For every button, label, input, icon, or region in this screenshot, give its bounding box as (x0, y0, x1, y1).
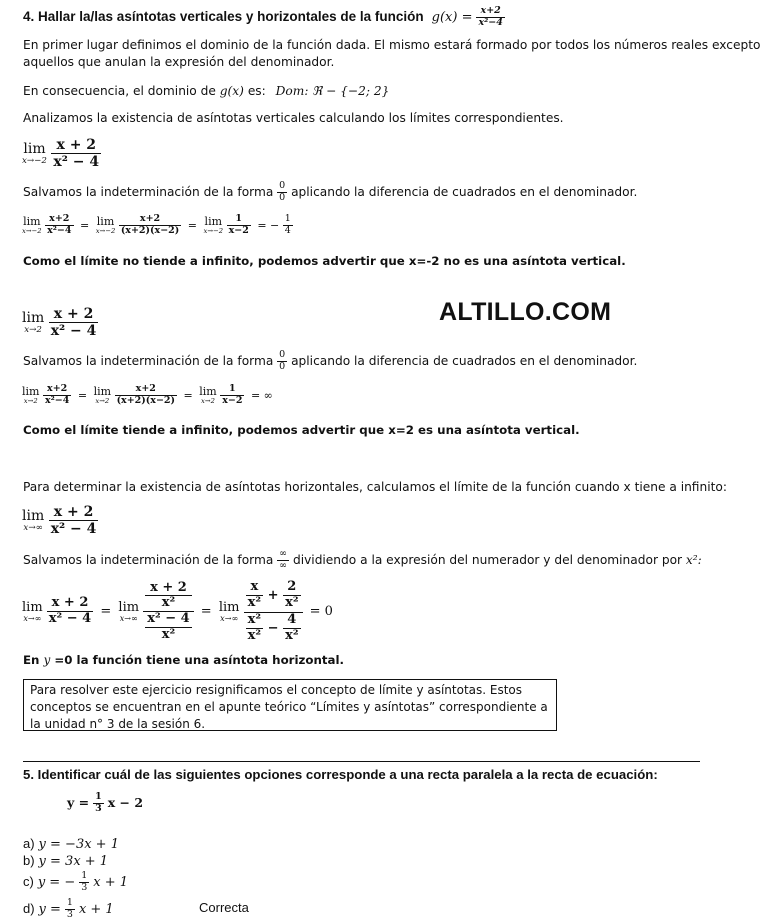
function-fraction (476, 6, 504, 29)
conclusion-x-minus2: Como el límite no tiende a infinito, podemos advertir que x=-2 no es una asíntota vertical. (23, 254, 626, 268)
function-name: g(x) = (431, 9, 473, 25)
limit-x-to-infinity: lim x→∞ $\frac{x + 2}{\text{x² − 4}}$ (22, 504, 97, 538)
fraction-numerator: x+2 (480, 5, 501, 16)
limit-x-to-minus2 (22, 137, 101, 170)
domain-function: g(x) (219, 84, 244, 98)
question-5-heading: 5. Identificar cuál de las siguientes opciones corresponde a una recta paralela a la recta de ecuación: (23, 767, 658, 782)
section-divider (23, 761, 700, 762)
watermark-logo: ALTILLO.COM (439, 298, 612, 326)
indeterminacy-note-2: Salvamos la indeterminación de la forma $\frac{0}{0}$ aplicando la diferencia de cuadrados en el denominador. (23, 349, 638, 372)
conclusion-x-2: Como el límite tiende a infinito, podemos advertir que x=2 es una asíntota vertical. (23, 423, 580, 437)
limit-fraction: $\frac{x + 2}{\text{x² − 4}}$ (53, 137, 100, 171)
indeterminacy-note-3: Salvamos la indeterminación de la forma $\frac{\infty}{\infty}$ dividiendo a la expresión del numerador y del denominador por x²: (23, 548, 702, 571)
domain-set: Dom: ℜ − {−2; 2} (275, 84, 390, 98)
conclusion-horizontal: En y =0 la función tiene una asíntota horizontal. (23, 653, 345, 667)
indeterminacy-note-1: Salvamos la indeterminación de la forma $\frac{0}{0}$ aplicando la diferencia de cuadrados en el denominador. (23, 180, 638, 203)
compound-fraction-1: x + 2 x² x² − 4 x² (143, 581, 193, 644)
fraction-denominator: x²−4 (478, 16, 503, 28)
option-c[interactable]: c) y = − $\frac{1}{3}$ x + 1 (23, 870, 129, 893)
limit-chain-2: lim x→2 $\frac{x+2}{\text{x²−4}}$ = lim x→2 $\frac{x+2}{(x+2)(x-2)}$ = lim x→2 $\frac{1}{x-2}$ = ∞ (22, 383, 273, 406)
lim-operator: lim x→−2 (22, 140, 47, 166)
domain-es: es: (247, 84, 266, 98)
limit-chain-infinity: lim x→∞ $\frac{x + 2}{\text{x² − 4}}$ = lim x→∞ x + 2 x² x² − 4 x² = lim x→∞ $\frac{x}{\text{x²}}$ + $\frac{2}{\text{x²}}$ $\frac{\text{x²}}{\text{x²}}$ − $\frac{4}{\text{x²}}$ = 0 (22, 579, 333, 643)
paragraph-domain-line1: En primer lugar definimos el dominio de la función dada. El mismo estará formado por todos los números reales excepto (23, 38, 760, 52)
paragraph-domain-result (23, 83, 389, 100)
option-b[interactable]: b) y = 3x + 1 (23, 853, 109, 869)
note-box: Para resolver este ejercicio resignificamos el concepto de límite y asíntotas. Estos conceptos se encuentran en el apunte teórico “Límites y asíntotas” correspondiente a la unidad n° 3 de la sesión 6. (23, 679, 557, 731)
question-4-heading (23, 6, 505, 29)
domain-text: En consecuencia, el dominio de (23, 84, 216, 98)
option-d[interactable]: d) y = $\frac{1}{3}$ x + 1 (23, 897, 114, 920)
limit-x-to-2: lim x→2 $\frac{x + 2}{\text{x² − 4}}$ (22, 306, 97, 340)
zero-over-zero: $\frac{0}{0}$ (279, 180, 286, 203)
option-a[interactable]: a) y = −3x + 1 (23, 836, 119, 852)
paragraph-vertical-intro: Analizamos la existencia de asíntotas verticales calculando los límites correspondientes. (23, 111, 564, 125)
heading-text: 4. Hallar la/las asíntotas verticales y horizontales de la función (23, 8, 424, 24)
limit-chain-minus2: lim x→−2 $\frac{x+2}{\text{x²−4}}$ = lim x→−2 $\frac{x+2}{(x+2)(x-2)}$ = lim x→−2 $\frac{1}{x-2}$ = − $\frac{1}{4}$ (22, 213, 291, 236)
correct-answer-label: Correcta (199, 900, 249, 915)
paragraph-domain-line2: aquellos que anulan la expresión del denominador. (23, 55, 335, 69)
paragraph-horizontal-intro: Para determinar la existencia de asíntotas horizontales, calculamos el límite de la función cuando x tiene a infinito: (23, 480, 727, 494)
reference-equation: y = $\frac{1}{3}$ x − 2 (67, 791, 144, 814)
compound-fraction-2: $\frac{x}{\text{x²}}$ + $\frac{2}{\text{x²}}$ $\frac{\text{x²}}{\text{x²}}$ − $\frac{4}{\text{x²}}$ (244, 580, 303, 644)
